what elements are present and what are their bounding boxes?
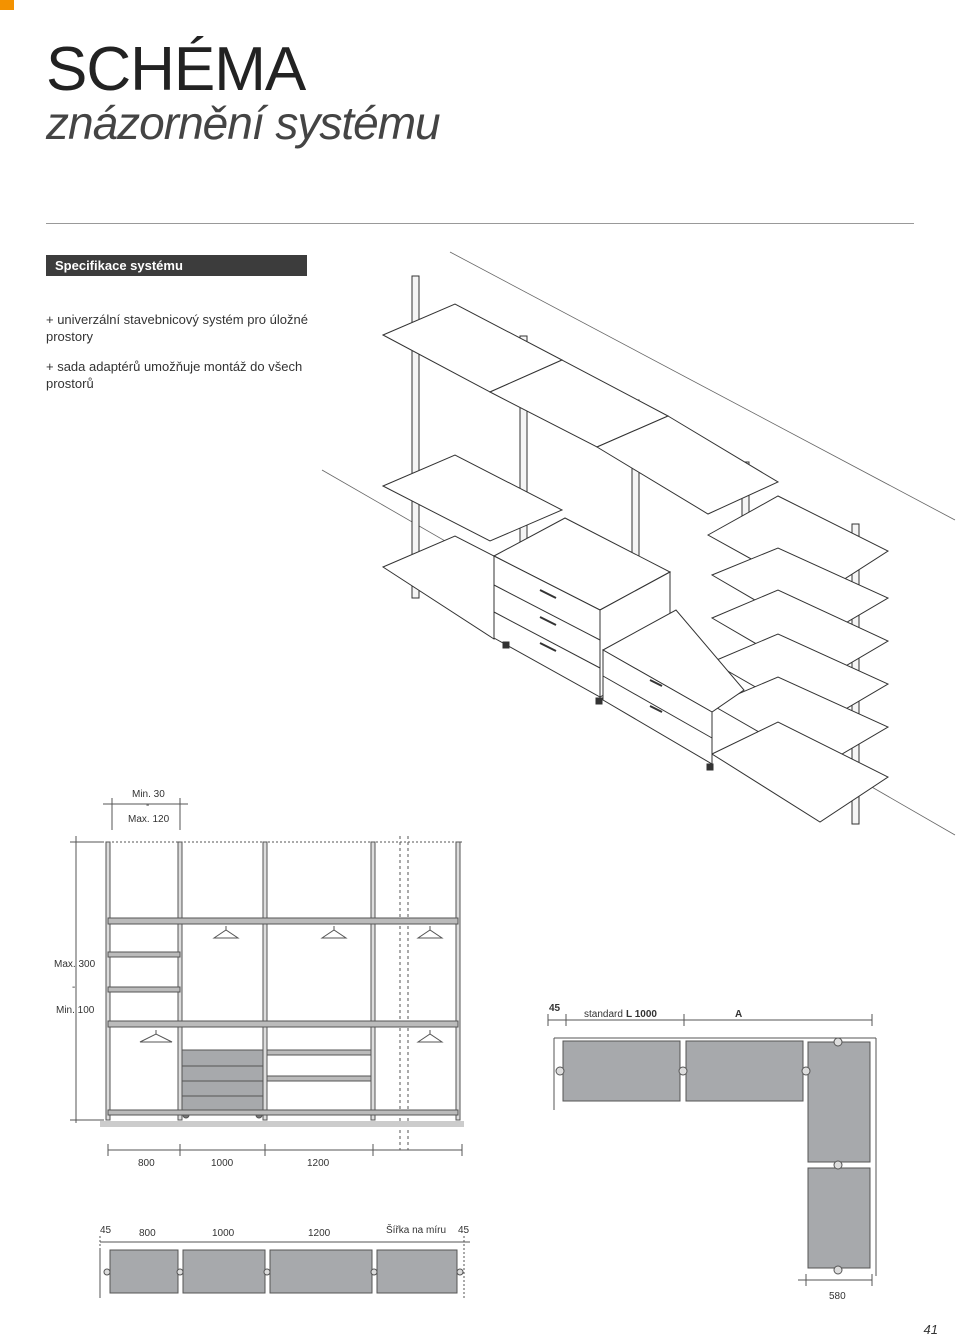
- dim-plan-width: 1200: [308, 1228, 331, 1239]
- dim-front-width: 1000: [211, 1158, 234, 1169]
- spec-bullet: + univerzální stavebnicový systém pro úložné prostory: [46, 312, 308, 344]
- dim-front-width: 1200: [307, 1158, 330, 1169]
- dim-top-min: Min. 30: [132, 789, 165, 800]
- dim-height-max: Max. 300: [54, 959, 96, 970]
- plan-view-corner: [548, 1014, 876, 1286]
- dim-corner-standard: standard: [584, 1009, 623, 1020]
- dim-top-dash: -: [146, 800, 150, 811]
- front-elevation: [70, 798, 464, 1156]
- dim-corner-a: A: [735, 1009, 743, 1020]
- dim-plan-width: 1000: [212, 1228, 235, 1239]
- spec-bullet: + sada adaptérů umožňuje montáž do všech prostorů: [46, 359, 303, 391]
- dim-corner-edge: 45: [549, 1003, 561, 1014]
- page-title: SCHÉMA: [46, 35, 306, 104]
- dim-height-dash: -: [72, 982, 76, 993]
- isometric-illustration: [322, 252, 955, 835]
- spec-heading: Specifikace systému: [46, 255, 307, 276]
- dim-top-max: Max. 120: [128, 814, 170, 825]
- dim-corner-depth: 580: [829, 1291, 846, 1302]
- dim-corner-l: L 1000: [626, 1009, 657, 1020]
- dim-plan-edge: 45: [100, 1225, 112, 1236]
- dim-plan-custom: Šířka na míru: [386, 1225, 447, 1236]
- page-number: 41: [923, 1322, 938, 1337]
- dim-front-width: 800: [138, 1158, 155, 1169]
- plan-view-linear: [100, 1236, 470, 1300]
- dim-plan-edge-right: 45: [458, 1225, 470, 1236]
- page-subtitle: znázornění systému: [46, 97, 440, 149]
- dim-height-min: Min. 100: [56, 1005, 95, 1016]
- dim-plan-width: 800: [139, 1228, 156, 1239]
